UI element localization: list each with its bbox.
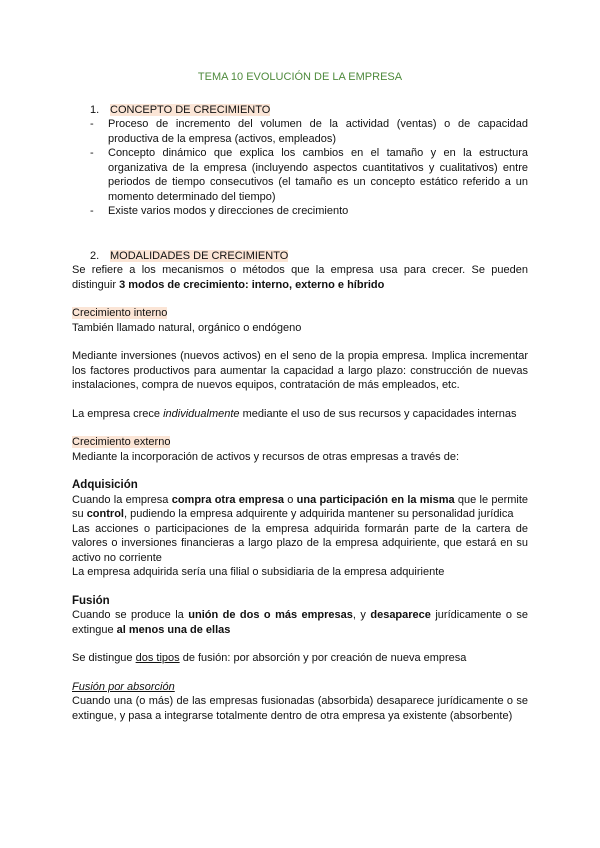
section-1-heading: 1. CONCEPTO DE CRECIMIENTO [90, 103, 271, 116]
interno-paragraph-1: También llamado natural, orgánico o endógeno [72, 321, 302, 334]
list-item: - Concepto dinámico que explica los cambios en el tamaño y en la estructura organizativa de la empresa (incluyendo aspectos cuantitativos y cualitativos) entre periodos de tiempo consecutivos (el tamaño es un concepto estático referido a un momento determinado del tiempo) [90, 147, 528, 203]
crecimiento-externo-heading: Crecimiento externo [72, 436, 171, 448]
section-1-list [72, 117, 528, 219]
interno-paragraph-3: La empresa crece individualmente mediante el uso de sus recursos y capacidades internas [72, 407, 517, 420]
adquisicion-paragraph-3: La empresa adquirida sería una filial o subsidiaria de la empresa adquiriente [72, 566, 445, 578]
fusion-paragraph-2: Se distingue dos tipos de fusión: por absorción y por creación de nueva empresa [72, 652, 467, 664]
document-title: TEMA 10 EVOLUCIÓN DE LA EMPRESA [197, 71, 403, 83]
adquisicion-paragraph-2: Las acciones o participaciones de la empresa adquirida formarán parte de la cartera de valores o inversiones financieras a largo plazo de la empresa adquiriente, que estará en su activo no corriente [72, 522, 528, 564]
section-2-heading: 2. MODALIDADES DE CRECIMIENTO [90, 249, 289, 262]
document-content [72, 70, 528, 723]
section-1-title: CONCEPTO DE CRECIMIENTO [110, 103, 271, 116]
list-item: - Proceso de incremento del volumen de la actividad (ventas) o de capacidad productiva de la empresa (activos, empleados) [90, 118, 528, 145]
section-2-intro: Se refiere a los mecanismos o métodos que la empresa usa para crecer. Se pueden distinguir 3 modos de crecimiento: interno, externo e híbrido [72, 264, 528, 291]
fusion-paragraph-1: Cuando se produce la unión de dos o más empresas, y desaparece jurídicamente o se extingue al menos una de ellas [72, 609, 529, 636]
fusion-absorcion-heading: Fusión por absorción [72, 680, 175, 693]
section-2-title: MODALIDADES DE CRECIMIENTO [110, 249, 289, 262]
fusion-absorcion-paragraph: Cuando una (o más) de las empresas fusionadas (absorbida) desaparece jurídicamente o se extingue, y pasa a integrarse totalmente dentro de otra empresa ya existente (absorbente) [72, 695, 528, 722]
interno-paragraph-2: Mediante inversiones (nuevos activos) en el seno de la propia empresa. Implica incrementar los factores productivos para aumentar la capacidad a largo plazo: construcción de nuevas instalaciones, compra de nuevos equipos, contratación de más empleados, etc. [72, 350, 528, 391]
adquisicion-heading: Adquisición [72, 479, 138, 491]
crecimiento-interno-heading: Crecimiento interno [72, 307, 168, 319]
externo-paragraph-1: Mediante la incorporación de activos y recursos de otras empresas a través de: [72, 450, 460, 463]
adquisicion-paragraph-1: Cuando la empresa compra otra empresa o una participación en la misma que le permite su control, pudiendo la empresa adquirente y adquirida mantener su personalidad jurídica [72, 493, 529, 520]
fusion-heading: Fusión [72, 594, 110, 607]
list-item: - Existe varios modos y direcciones de crecimiento [90, 205, 349, 217]
